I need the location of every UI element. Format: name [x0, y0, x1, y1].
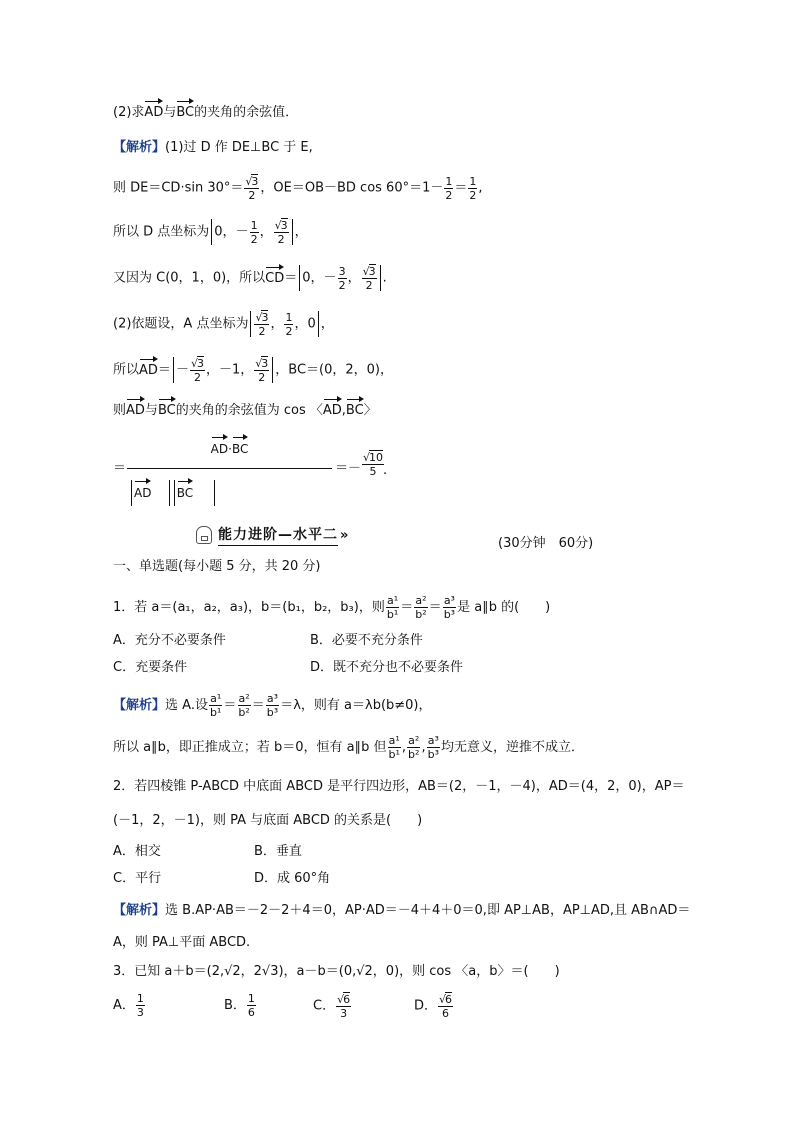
question-3: 3．已知 a＋b＝(2,√2，2√3)，a－b＝(0,√2，0)，则 cos 〈a，b〉＝( ) — [113, 964, 560, 979]
option-c: C． $\frac{√6}{3}$ — [313, 993, 351, 1020]
text-line: 所以AD＝ － $\frac{√3}{2}$ ，－1， $\frac{√3}{2}$ ，BC＝(0，2，0)， — [113, 357, 393, 384]
lightbulb-icon — [196, 526, 212, 544]
option-c: C．平行 — [113, 871, 162, 886]
option-b: B．垂直 — [254, 844, 302, 859]
option-a: A．相交 — [113, 844, 161, 859]
option-d: D．既不充分也不必要条件 — [310, 660, 464, 675]
analysis-tag: 【解析】 — [113, 140, 166, 155]
option-b: B．必要不充分条件 — [310, 633, 423, 648]
part-title: 一、单选题(每小题 5 分，共 20 分) — [113, 559, 321, 574]
fraction: $\frac{1}{2}$ — [469, 174, 477, 202]
option-d: D．成 60°角 — [254, 871, 331, 886]
option-c: C．充要条件 — [113, 660, 188, 675]
option-a: A． $\frac{1}{3}$ — [113, 992, 144, 1019]
text-line: 所以 D 点坐标为 0，－ $\frac{1}{2}$ ， $\frac{√3}{2}$ ， — [113, 218, 308, 246]
text-line: (2)求AD与BC的夹角的余弦值． — [113, 105, 299, 120]
question-1: 1．若 a＝(a₁，a₂，a₃)，b＝(b₁，b₂，b₃)，则 $\frac{\text{a¹}}{\text{b¹}}$ ＝ $\frac{\text{a²}}{\text{b²}}$ ＝ $\frac{\text{a³}}{\text{b³}}$ 是 a∥b 的( ) — [113, 594, 551, 621]
question-2: 2．若四棱锥 P-ABCD 中底面 ABCD 是平行四边形，AB＝(2，－1，－4)，AD＝(4，2，0)，AP＝ — [113, 779, 685, 794]
text-line: 又因为 C(0，1，0)，所以CD＝ 0，－ $\frac{3}{2}$ ， $\frac{√3}{2}$ . — [113, 264, 387, 292]
fraction: $\frac{1}{2}$ — [445, 174, 453, 202]
question-2-cont: (－1，2，－1)，则 PA 与底面 ABCD 的关系是( ) — [113, 813, 423, 828]
double-arrow-icon: » — [340, 527, 349, 543]
option-d: D． $\frac{√6}{6}$ — [414, 993, 453, 1020]
fraction: $\frac{√3}{2}$ — [245, 175, 259, 202]
q1-analysis-2: 所以 a∥b，即正推成立；若 b＝0，恒有 a∥b 但 $\frac{\text{a¹}}{\text{b¹}}$ , $\frac{\text{a²}}{\text{b²}}$ , $\frac{\text{a³}}{\text{b³}}$ 均无意义，逆推不成立． — [113, 734, 585, 761]
option-a: A．充分不必要条件 — [113, 633, 226, 648]
section-time: (30分钟 60分) — [498, 536, 594, 551]
text-line: 则 DE＝CD·sin 30°＝ $\frac{√3}{2}$ ，OE＝OB－BD cos 60°＝1－ $\frac{1}{2}$ ＝ $\frac{1}{2}$ , — [113, 174, 483, 202]
text-line: 【解析】(1)过 D 作 DE⊥BC 于 E, — [113, 140, 313, 155]
text-line: (2)依题设，A 点坐标为 $\frac{√3}{2}$ ， $\frac{1}{2}$ ，0 ， — [113, 310, 334, 338]
text-line: 则AD与BC的夹角的余弦值为 cos 〈AD,BC〉 — [113, 403, 377, 418]
option-b: B． $\frac{1}{6}$ — [224, 992, 255, 1019]
q1-analysis: 【解析】选 A.设 $\frac{\text{a¹}}{\text{b¹}}$ ＝ $\frac{\text{a²}}{\text{b²}}$ ＝ $\frac{\text{a³}}{\text{b³}}$ ＝λ，则有 a＝λb(b≠0)， — [113, 692, 432, 719]
section-header: 能力进阶—水平二 » — [196, 524, 348, 546]
q2-analysis-2: A，则 PA⊥平面 ABCD. — [113, 935, 251, 950]
q2-analysis: 【解析】选 B.AP·AB＝－2－2＋4＝0，AP·AD＝－4＋4＋0＝0,即 AP⊥AB，AP⊥AD,且 AB∩AD＝ — [113, 903, 691, 918]
